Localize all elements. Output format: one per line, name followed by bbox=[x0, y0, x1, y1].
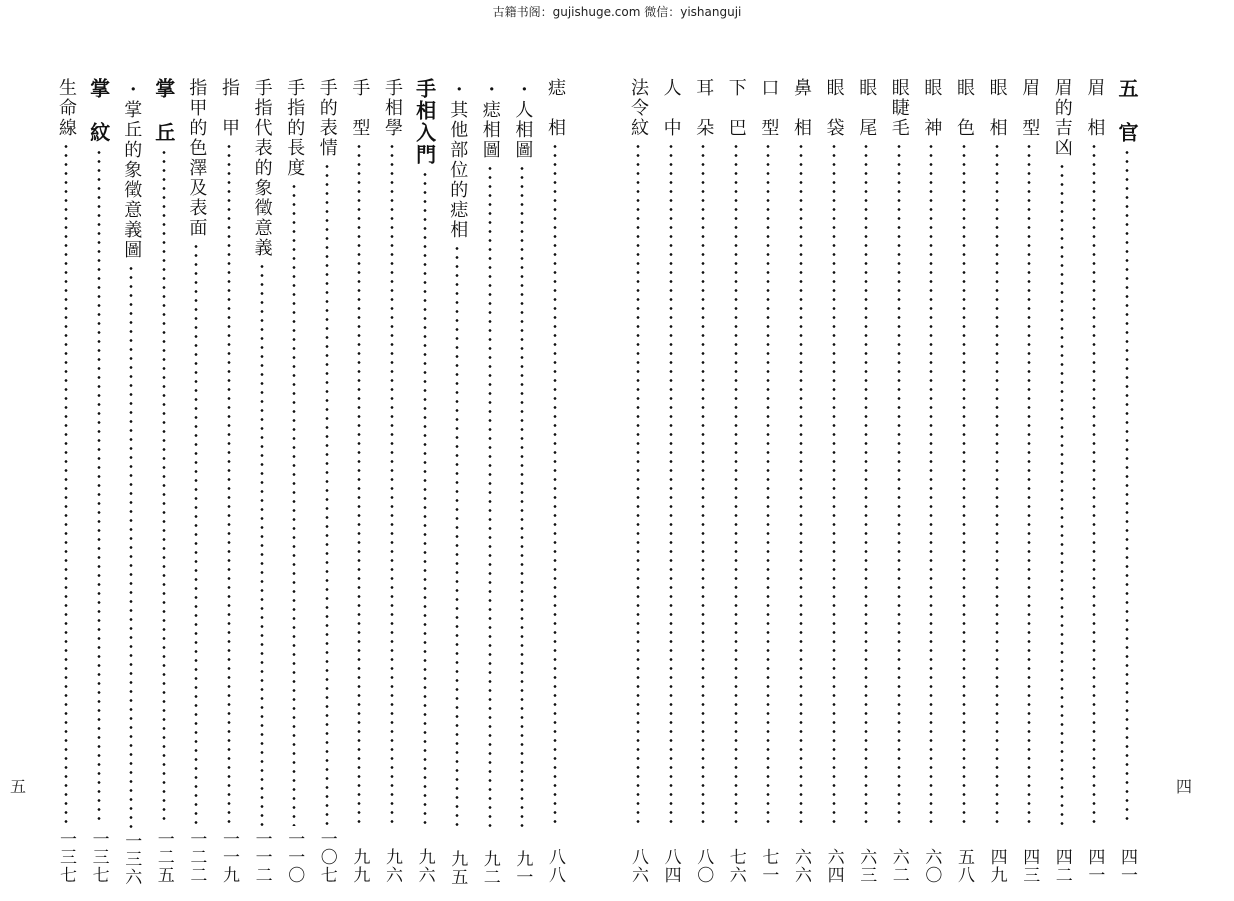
toc-entry bbox=[314, 78, 340, 884]
leader-dots bbox=[1027, 142, 1031, 826]
leader-dots bbox=[897, 142, 901, 826]
toc-entry bbox=[346, 78, 372, 884]
toc-entry-label: 手相學 bbox=[382, 78, 403, 138]
toc-entry-page: 一三六 bbox=[121, 832, 142, 886]
toc-entry bbox=[788, 78, 814, 884]
leader-dots bbox=[455, 244, 459, 828]
leader-dots bbox=[701, 142, 705, 826]
toc-entry-label: 法令紋 bbox=[628, 78, 649, 138]
toc-entry-label: 手 型 bbox=[349, 78, 371, 138]
leader-dots bbox=[129, 264, 133, 828]
toc-entry-page: 四二 bbox=[1051, 848, 1072, 884]
toc-entry bbox=[984, 78, 1010, 884]
page-number-left: 五 bbox=[10, 777, 27, 796]
leader-dots bbox=[194, 242, 198, 826]
toc-entry bbox=[542, 78, 568, 884]
toc-entry-label: 耳 朵 bbox=[693, 78, 715, 138]
toc-entry bbox=[1114, 78, 1140, 884]
toc-entry bbox=[477, 80, 503, 886]
toc-entry-label: 手的表情 bbox=[316, 78, 338, 158]
toc-entry-page: 一二五 bbox=[153, 830, 174, 884]
toc-entry-page: 一〇七 bbox=[316, 830, 337, 884]
leader-dots bbox=[325, 162, 329, 826]
toc-entry bbox=[918, 78, 944, 884]
toc-entry-page: 七一 bbox=[758, 848, 779, 884]
toc-entry-label: ・掌丘的象徵意義圖 bbox=[121, 80, 143, 260]
toc-entry-page: 一三七 bbox=[56, 830, 76, 884]
toc-entry-label: 生命線 bbox=[56, 78, 77, 138]
page-number-right: 四 bbox=[1176, 777, 1193, 796]
toc-entry bbox=[723, 78, 749, 884]
toc-entry-page: 一一〇 bbox=[284, 830, 305, 884]
toc-entry-page: 六六 bbox=[791, 848, 811, 884]
toc-entry-page: 一三七 bbox=[88, 830, 109, 884]
leader-dots bbox=[64, 142, 68, 826]
leader-dots bbox=[1060, 162, 1064, 826]
toc-entry-label: ・痣相圖 bbox=[479, 80, 501, 160]
leader-dots bbox=[864, 142, 868, 826]
toc-entry bbox=[625, 78, 651, 884]
toc-entry-page: 七六 bbox=[725, 848, 746, 884]
toc-entry-page: 九二 bbox=[479, 850, 500, 886]
toc-entry-label: 掌 紋 bbox=[86, 78, 111, 144]
toc-entry bbox=[249, 78, 275, 884]
toc-entry bbox=[658, 78, 684, 884]
leader-dots bbox=[260, 262, 264, 826]
toc-entry-label: 指甲的色澤及表面 bbox=[186, 78, 208, 238]
toc-entry-label: 鼻 相 bbox=[791, 78, 812, 138]
toc-entry bbox=[1016, 78, 1042, 884]
toc-entry-label: 眉 型 bbox=[1019, 78, 1041, 138]
toc-entry-label: 掌 丘 bbox=[151, 78, 176, 144]
toc-entry-label: 眼 相 bbox=[986, 78, 1008, 138]
toc-entry-label: 眉的吉凶 bbox=[1051, 78, 1073, 158]
toc-entry bbox=[183, 78, 209, 884]
toc-entry bbox=[690, 78, 716, 884]
toc-entry bbox=[53, 78, 79, 884]
toc-entry-page: 一一九 bbox=[219, 830, 239, 884]
toc-entry-page: 四九 bbox=[986, 848, 1007, 884]
toc-entry-page: 四一 bbox=[1117, 848, 1137, 884]
toc-entry-page: 一二二 bbox=[186, 830, 207, 884]
leader-dots bbox=[929, 142, 933, 826]
toc-entry-label: 人 中 bbox=[660, 78, 682, 138]
toc-entry-label: 下 巴 bbox=[725, 78, 747, 138]
leader-dots bbox=[962, 142, 966, 826]
toc-entry bbox=[821, 78, 847, 884]
toc-entry bbox=[755, 78, 781, 884]
toc-left-page bbox=[20, 78, 620, 884]
toc-entry-label: ・人相圖 bbox=[512, 80, 534, 160]
toc-entry-label: ・其他部位的痣相 bbox=[447, 80, 469, 240]
leader-dots bbox=[390, 142, 394, 826]
toc-entry-page: 六三 bbox=[856, 848, 877, 884]
leader-dots bbox=[669, 142, 673, 826]
toc-entry bbox=[216, 78, 242, 884]
leader-dots bbox=[227, 142, 231, 826]
toc-entry-page: 九六 bbox=[382, 848, 402, 884]
leader-dots bbox=[799, 142, 803, 826]
toc-entry-page: 六四 bbox=[823, 848, 844, 884]
toc-entry bbox=[1049, 78, 1075, 884]
toc-entry bbox=[281, 78, 307, 884]
toc-entry-label: 眼 神 bbox=[921, 78, 943, 138]
toc-entry-label: 眼睫毛 bbox=[888, 78, 910, 138]
toc-entry-label: 手指的長度 bbox=[284, 78, 306, 178]
toc-entry bbox=[886, 78, 912, 884]
toc-entry-label: 痣 相 bbox=[545, 78, 566, 138]
leader-dots bbox=[832, 142, 836, 826]
toc-entry-page: 九一 bbox=[512, 850, 533, 886]
leader-dots bbox=[357, 142, 361, 826]
toc-entry-page: 四一 bbox=[1084, 848, 1105, 884]
toc-entry-page: 八八 bbox=[545, 848, 565, 884]
toc-entry-page: 九六 bbox=[414, 848, 435, 884]
toc-entry-label: 五 官 bbox=[1115, 78, 1139, 144]
toc-entry bbox=[151, 78, 177, 884]
toc-entry bbox=[412, 78, 438, 884]
toc-entry-page: 一一二 bbox=[251, 830, 272, 884]
leader-dots bbox=[636, 142, 640, 826]
toc-entry-page: 九五 bbox=[447, 850, 468, 886]
leader-dots bbox=[734, 142, 738, 826]
leader-dots bbox=[488, 164, 492, 828]
leader-dots bbox=[1092, 142, 1096, 826]
toc-entry-label: 指 甲 bbox=[219, 78, 240, 138]
toc-entry-label: 手相入門 bbox=[412, 78, 437, 166]
toc-entry-page: 五八 bbox=[954, 848, 974, 884]
watermark: 古籍书阁：gujishuge.com 微信：yishanguji bbox=[492, 5, 742, 19]
toc-entry-page: 四三 bbox=[1019, 848, 1040, 884]
leader-dots bbox=[995, 142, 999, 826]
toc-entry bbox=[118, 80, 144, 886]
leader-dots bbox=[423, 170, 427, 826]
toc-entry-label: 眼 尾 bbox=[856, 78, 878, 138]
toc-entry-page: 九九 bbox=[349, 848, 370, 884]
toc-entry-label: 眼 袋 bbox=[823, 78, 845, 138]
toc-entry-page: 八四 bbox=[660, 848, 681, 884]
leader-dots bbox=[553, 142, 557, 826]
toc-entry-label: 眉 相 bbox=[1084, 78, 1106, 138]
leader-dots bbox=[292, 182, 296, 826]
leader-dots bbox=[1125, 148, 1129, 826]
toc-entry-page: 八六 bbox=[628, 848, 648, 884]
toc-entry bbox=[853, 78, 879, 884]
leader-dots bbox=[162, 148, 166, 826]
toc-entry bbox=[509, 80, 535, 886]
toc-entry-label: 口 型 bbox=[758, 78, 780, 138]
toc-entry-page: 六〇 bbox=[921, 848, 942, 884]
leader-dots bbox=[520, 164, 524, 828]
toc-entry-label: 手指代表的象徵意義 bbox=[251, 78, 273, 258]
leader-dots bbox=[97, 148, 101, 826]
leader-dots bbox=[766, 142, 770, 826]
toc-entry bbox=[379, 78, 405, 884]
toc-right-page bbox=[614, 78, 1214, 884]
toc-entry bbox=[951, 78, 977, 884]
toc-entry bbox=[86, 78, 112, 884]
toc-entry-page: 六二 bbox=[888, 848, 909, 884]
toc-entry-page: 八〇 bbox=[693, 848, 714, 884]
toc-entry bbox=[1081, 78, 1107, 884]
toc-entry bbox=[444, 80, 470, 886]
toc-entry-label: 眼 色 bbox=[954, 78, 975, 138]
